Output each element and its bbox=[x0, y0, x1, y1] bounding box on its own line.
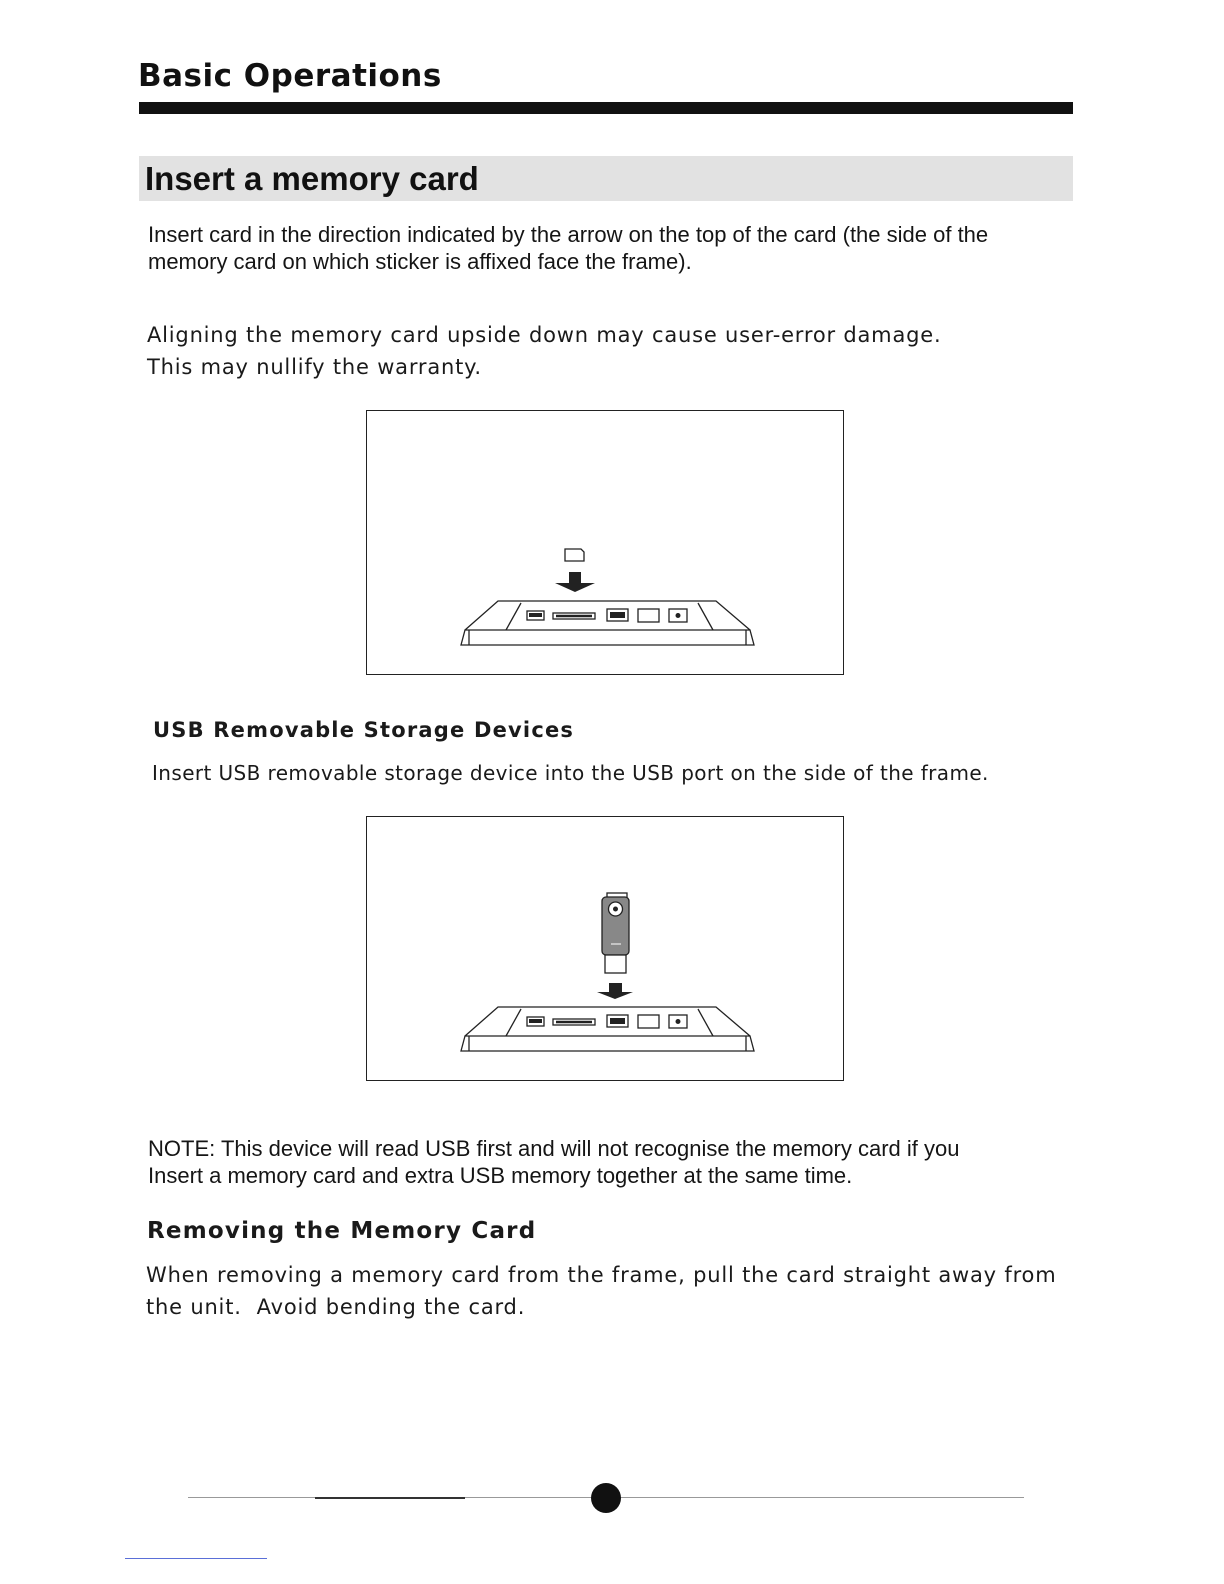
intro-line-2: memory card on which sticker is affixed face the frame). bbox=[148, 249, 692, 274]
intro-line-1: Insert card in the direction indicated by the arrow on the top of the card (the side of the bbox=[148, 222, 989, 247]
warning-line-2: This may nullify the warranty. bbox=[147, 355, 482, 379]
note-line-1: NOTE: This device will read USB first and will not recognise the memory card if you bbox=[148, 1136, 960, 1161]
memory-card-insertion-illustration bbox=[367, 411, 845, 676]
down-arrow-icon bbox=[597, 983, 633, 999]
frame-side-view-icon bbox=[461, 601, 754, 645]
usb-paragraph: Insert USB removable storage device into the USB port on the side of the frame. bbox=[152, 761, 989, 785]
intro-paragraph bbox=[148, 221, 1078, 275]
frame-side-view-icon bbox=[461, 1007, 754, 1051]
removing-line-2: the unit. Avoid bending the card. bbox=[146, 1295, 526, 1319]
footer-rule-left-accent bbox=[315, 1497, 465, 1499]
usb-insertion-illustration bbox=[367, 817, 845, 1082]
removing-line-1: When removing a memory card from the frame, pull the card straight away from bbox=[146, 1263, 1057, 1287]
note-line-2: Insert a memory card and extra USB memory together at the same time. bbox=[148, 1163, 853, 1188]
warning-paragraph bbox=[147, 319, 1077, 383]
removing-heading: Removing the Memory Card bbox=[147, 1218, 537, 1244]
memory-card-insertion-figure bbox=[366, 410, 844, 675]
footer-page-dot bbox=[591, 1483, 621, 1513]
down-arrow-icon bbox=[555, 572, 595, 592]
memory-card-icon bbox=[565, 549, 584, 561]
section-title: Insert a memory card bbox=[145, 160, 479, 197]
note-paragraph bbox=[148, 1135, 1078, 1189]
page-header-title: Basic Operations bbox=[138, 58, 442, 94]
footer-rule-right bbox=[620, 1497, 1024, 1498]
footer-blue-rule bbox=[125, 1558, 267, 1559]
header-rule bbox=[139, 102, 1073, 114]
usb-heading: USB Removable Storage Devices bbox=[153, 718, 575, 742]
removing-paragraph bbox=[146, 1259, 1076, 1323]
usb-insertion-figure bbox=[366, 816, 844, 1081]
warning-line-1: Aligning the memory card upside down may cause user-error damage. bbox=[147, 323, 942, 347]
usb-stick-icon bbox=[602, 893, 629, 973]
